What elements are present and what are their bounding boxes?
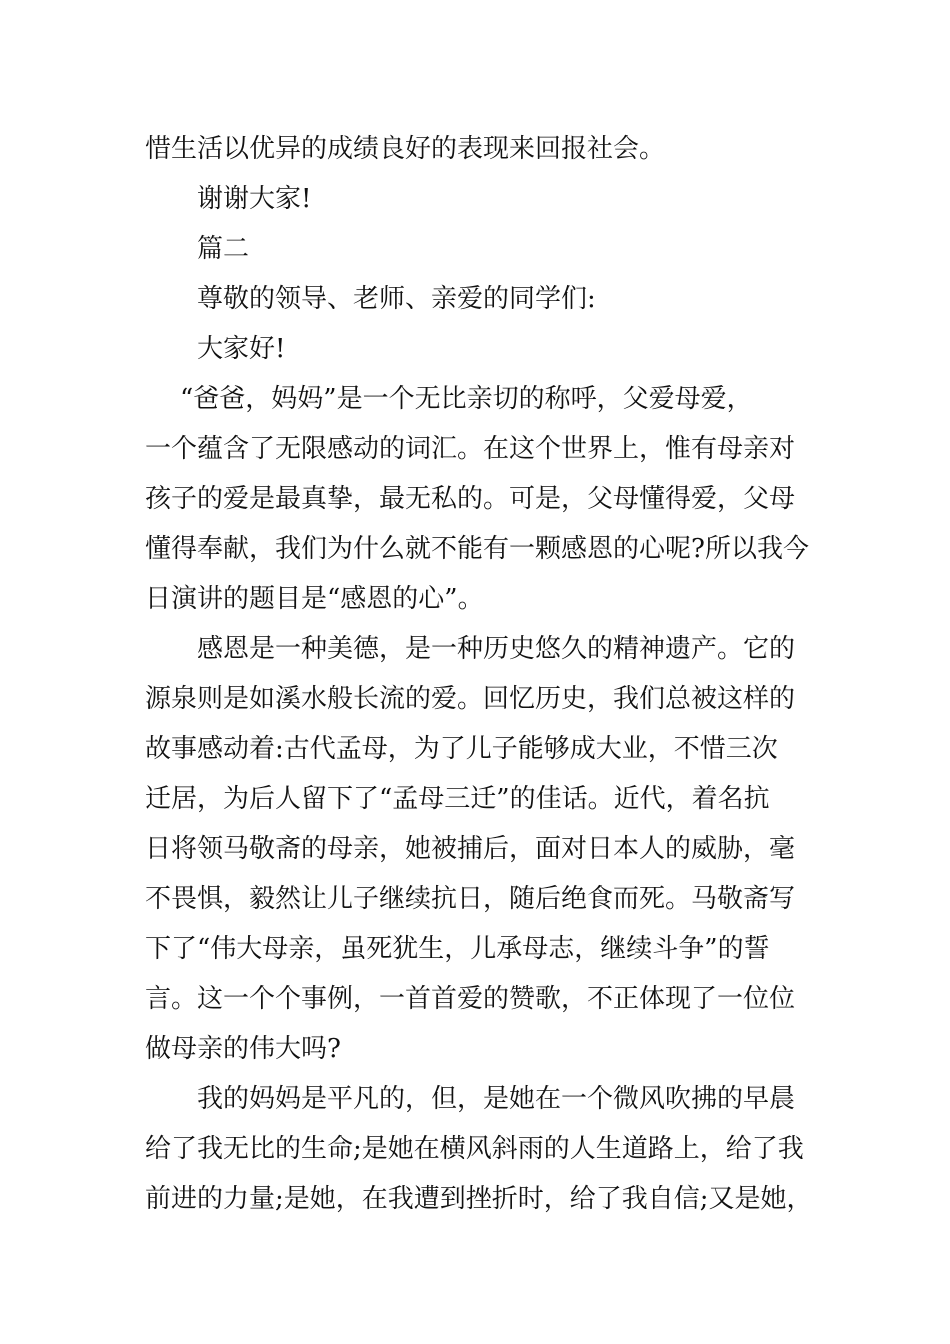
text-line: 给了我无比的生命;是她在横风斜雨的人生道路上，给了我	[145, 1134, 804, 1164]
document-body	[145, 124, 813, 1224]
text-line: 故事感动着:古代孟母，为了儿子能够成大业，不惜三次	[145, 734, 778, 764]
text-line: 言。这一个个事例，一首首爱的赞歌，不正体现了一位位	[145, 984, 796, 1014]
text-line: 孩子的爱是最真挚，最无私的。可是，父母懂得爱，父母	[145, 484, 796, 514]
text-line: 不畏惧，毅然让儿子继续抗日，随后绝食而死。马敬斋写	[145, 884, 796, 914]
paragraph-start-line: 感恩是一种美德，是一种历史悠久的精神遗产。它的	[197, 634, 796, 664]
text-line: 前进的力量;是她，在我遭到挫折时，给了我自信;又是她，	[145, 1184, 813, 1214]
text-line: 日将领马敬斋的母亲，她被捕后，面对日本人的威胁，毫	[145, 834, 796, 864]
section-heading: 篇二	[197, 234, 250, 264]
text-line: 迁居，为后人留下了“孟母三迁”的佳话。近代，着名抗	[145, 784, 770, 814]
text-line: 下了“伟大母亲，虽死犹生，儿承母志，继续斗争”的誓	[145, 934, 770, 964]
text-line: 惜生活以优异的成绩良好的表现来回报社会。	[145, 134, 666, 164]
text-line: 一个蕴含了无限感动的词汇。在这个世界上，惟有母亲对	[145, 434, 796, 464]
text-line: 做母亲的伟大吗?	[145, 1034, 341, 1064]
text-line: 源泉则是如溪水般长流的爱。回忆历史，我们总被这样的	[145, 684, 796, 714]
greeting-line: 大家好!	[197, 334, 286, 364]
salutation-line: 尊敬的领导、老师、亲爱的同学们:	[197, 284, 596, 314]
paragraph-start-line: 我的妈妈是平凡的，但，是她在一个微风吹拂的早晨	[197, 1084, 796, 1114]
text-line: 谢谢大家!	[197, 184, 312, 214]
paragraph-start-line: “爸爸，妈妈”是一个无比亲切的称呼，父爱母爱，	[180, 384, 753, 414]
text-line: 懂得奉献，我们为什么就不能有一颗感恩的心呢?所以我今	[145, 534, 809, 564]
text-line: 日演讲的题目是“感恩的心”。	[145, 584, 484, 614]
